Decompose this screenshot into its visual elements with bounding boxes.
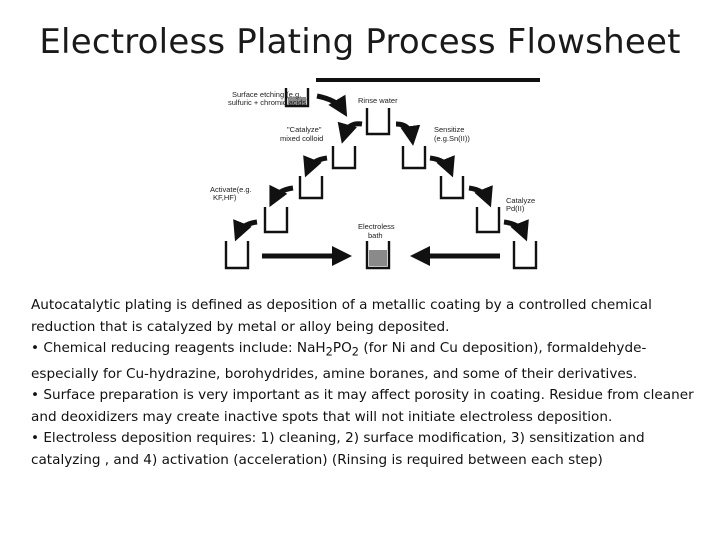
arrow-rinse-to-sensitize (396, 124, 412, 138)
tank-rinse-water (367, 108, 389, 134)
reagents-subscript-po: 2 (351, 344, 359, 359)
label-catalyze-pd-detail: Pd(II) (506, 204, 525, 213)
label-surface-etching: Surface etching (e.g. (232, 90, 302, 99)
arrow-rinse-to-rinse-left (238, 222, 257, 234)
reagents-prefix: • Chemical reducing reagents include: Na (31, 340, 316, 357)
paragraph-reducing-reagents (31, 338, 711, 385)
label-surface-etching-detail: sulfuric + chromic acids) (228, 98, 309, 107)
tank-rinse-3 (441, 176, 463, 198)
tank-catalyze-pd (477, 207, 499, 232)
tank-rinse-6 (514, 241, 536, 268)
reagents-suffix: (for Ni and Cu deposition), formaldehyde-especially for Cu-hydrazine, borohydrides, amine boranes, and some of their derivatives. (31, 340, 647, 382)
arrow-catalyze-pd-to-rinse (504, 222, 524, 234)
reagents-h-symbol: H (315, 340, 326, 357)
label-electroless: Electroless (358, 222, 395, 231)
paragraph-surface-preparation: • Surface preparation is very important as it may affect porosity in coating. Residue from cleaner and deoxidizers may create inactive spots that will not initiate electroless deposition. (31, 387, 694, 425)
label-sensitize-detail: (e.g.Sn(II)) (434, 134, 470, 143)
paragraph-definition: Autocatalytic plating is defined as deposition of a metallic coating by a controlled chemical reduction that is catalyzed by metal or alloy being deposited. (31, 297, 652, 335)
label-catalyze-pd: Catalyze (506, 196, 536, 205)
flow-arrows (238, 96, 524, 234)
tank-electroless-bath (367, 241, 389, 268)
tank-rinse-4 (265, 207, 287, 232)
tank-catalyze-colloid (333, 146, 355, 168)
arrow-activate-to-rinse (273, 188, 293, 200)
arrow-sensitize-to-rinse (430, 158, 450, 170)
reagents-po: PO (332, 340, 352, 357)
arrow-catalyze-to-activate (308, 158, 327, 170)
page-title: Electroless Plating Process Flowsheet (39, 22, 681, 62)
label-electroless-detail: bath (368, 231, 383, 240)
body-text (31, 295, 711, 471)
reagents-subscript-h: 2 (325, 344, 333, 359)
arrow-rinse-to-catalyze (344, 124, 362, 136)
tanks (226, 88, 536, 268)
label-catalyze-mixed: "Catalyze" (287, 125, 322, 134)
label-activate: Activate(e.g. (210, 185, 252, 194)
label-activate-detail: KF,HF) (213, 193, 237, 202)
arrow-rinse-to-catalyze-pd (469, 188, 488, 200)
label-catalyze-mixed-detail: mixed colloid (280, 134, 324, 143)
tank-rinse-5 (226, 241, 248, 268)
tank-rinse-2 (403, 146, 425, 168)
arrow-etch-to-rinse (317, 96, 343, 110)
label-sensitize: Sensitize (434, 125, 465, 134)
paragraph-deposition-requirements: • Electroless deposition requires: 1) cleaning, 2) surface modification, 3) sensitization and catalyzing , and 4) activation (acceleration) (Rinsing is required between each step) (31, 430, 645, 468)
label-rinse-water: Rinse water (358, 96, 398, 105)
tank-activate (300, 176, 322, 198)
